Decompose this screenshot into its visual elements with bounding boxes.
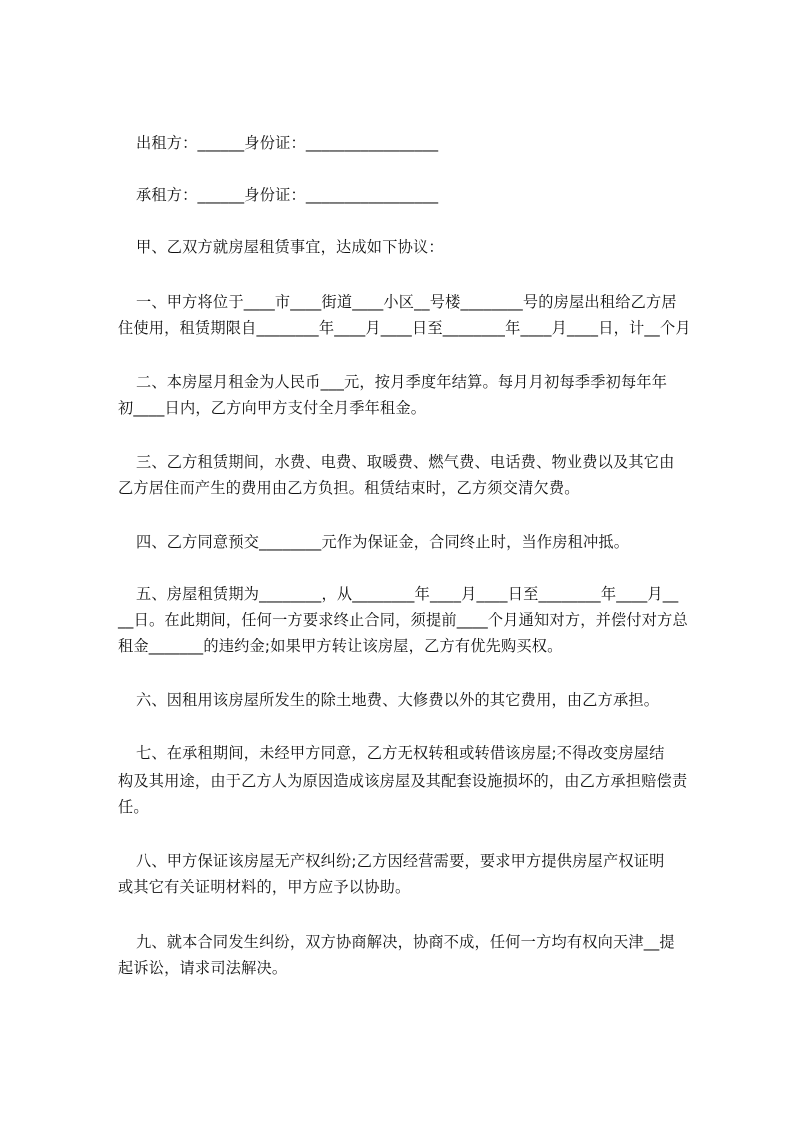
clause-5-line-1: 五、房屋租赁期为________，从________年____月____日至________年____月__ bbox=[136, 585, 679, 603]
clause-8-line-1: 八、甲方保证该房屋无产权纠纷;乙方因经营需要，要求甲方提供房屋产权证明 bbox=[136, 852, 665, 870]
clause-1-line-1: 一、甲方将位于____市____街道____小区__号楼________号的房屋出租给乙方居 bbox=[136, 293, 677, 311]
clause-7-line-3: 任。 bbox=[118, 798, 149, 816]
clause-2-line-1: 二、本房屋月租金为人民币___元，按月季度年结算。每月月初每季季初每年年 bbox=[136, 373, 668, 391]
clause-7-line-2: 构及其用途，由于乙方人为原因造成该房屋及其配套设施损坏的，由乙方承担赔偿责 bbox=[118, 772, 688, 790]
clause-5-line-2: __日。在此期间，任何一方要求终止合同，须提前____个月通知对方，并偿付对方总 bbox=[118, 611, 688, 629]
clause-8-line-2: 或其它有关证明材料的，甲方应予以协助。 bbox=[118, 878, 411, 896]
clause-6-line-1: 六、因租用该房屋所发生的除土地费、大修费以外的其它费用，由乙方承担。 bbox=[136, 691, 660, 709]
clause-3-line-2: 乙方居住而产生的费用由乙方负担。租赁结束时，乙方须交清欠费。 bbox=[118, 479, 580, 497]
clause-5-line-3: 租金_______的违约金;如果甲方转让该房屋，乙方有优先购买权。 bbox=[118, 637, 563, 655]
clause-9-line-1: 九、就本合同发生纠纷，双方协商解决，协商不成，任何一方均有权向天津__提 bbox=[136, 933, 675, 951]
clause-1-line-2: 住使用，租赁期限自________年____月____日至________年____月____日，计__个月 bbox=[118, 319, 691, 337]
lessee-line: 承租方：______身份证：_________________ bbox=[136, 186, 439, 204]
lessor-line: 出租方：______身份证：_________________ bbox=[136, 134, 439, 152]
clause-9-line-2: 起诉讼，请求司法解决。 bbox=[118, 959, 288, 977]
clause-7-line-1: 七、在承租期间，未经甲方同意，乙方无权转租或转借该房屋;不得改变房屋结 bbox=[136, 744, 665, 762]
intro-line: 甲、乙双方就房屋租赁事宜，达成如下协议： bbox=[136, 238, 444, 256]
clause-4-line-1: 四、乙方同意预交________元作为保证金，合同终止时，当作房租冲抵。 bbox=[136, 533, 630, 551]
clause-2-line-2: 初____日内，乙方向甲方支付全月季年租金。 bbox=[118, 399, 427, 417]
clause-3-line-1: 三、乙方租赁期间，水费、电费、取暖费、燃气费、电话费、物业费以及其它由 bbox=[136, 453, 675, 471]
